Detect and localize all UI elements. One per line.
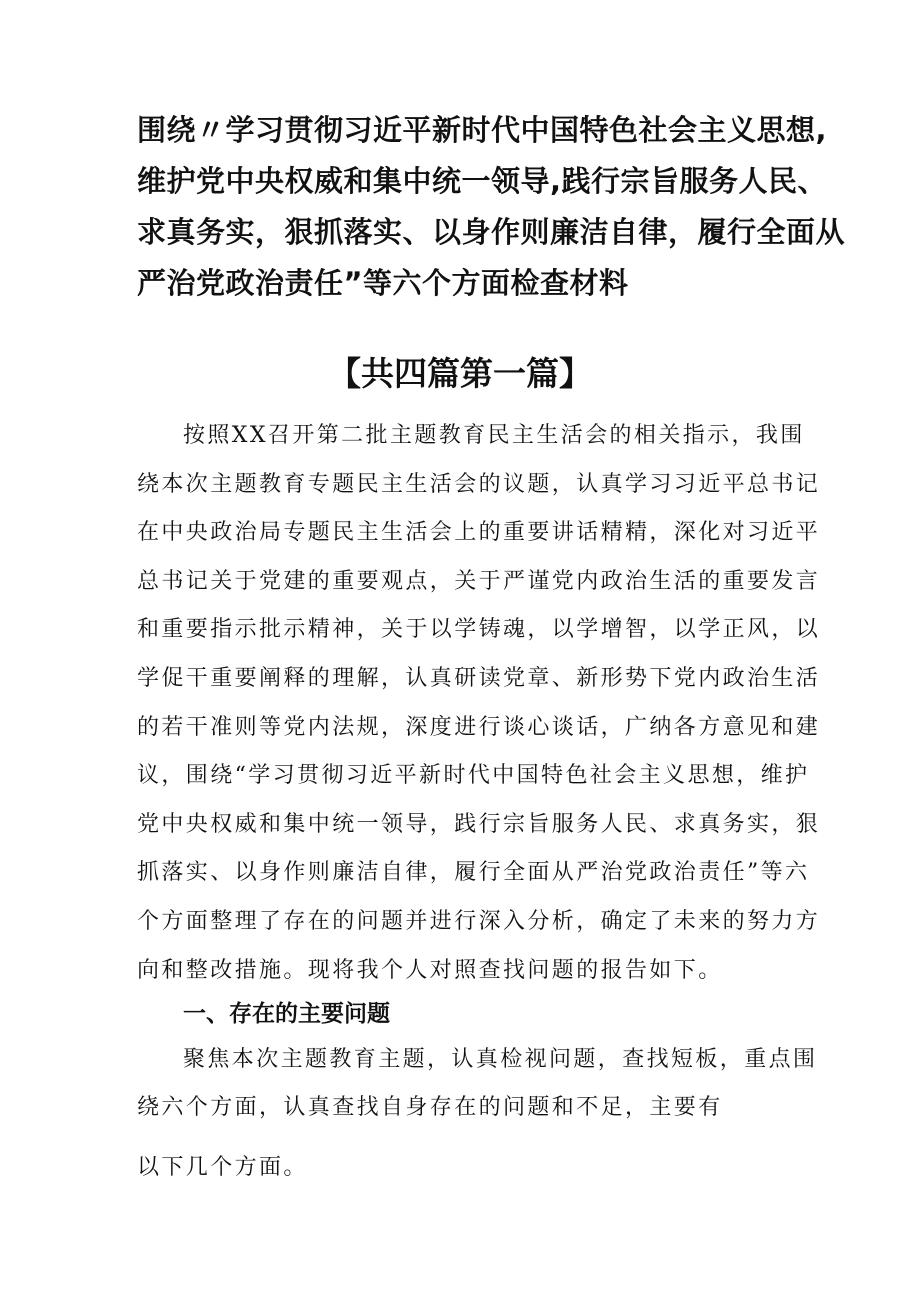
title-line: 严治党政治责任”等六个方面检查材料 (137, 266, 629, 300)
document-title (137, 105, 846, 309)
paragraph-line: 绕六个方面，认真查找自身存在的问题和不足，主要有 (137, 1095, 723, 1120)
paragraph-line: 在中央政治局专题民主生活会上的重要讲话精精，深化对习近平 (137, 520, 821, 546)
title-line: 围绕〃学习贯彻习近平新时代中国特色社会主义思想, (137, 113, 828, 147)
second-paragraph (137, 1036, 818, 1192)
title-line: 维护党中央权威和集中统一领导,践行宗旨服务人民、 (137, 164, 828, 198)
paragraph-line: 个方面整理了存在的问题并进行深入分析，确定了未来的努力方 (137, 908, 821, 934)
paragraph-line: 聚焦本次主题教育主题，认真检视问题，查找短板，重点围 (183, 1047, 818, 1072)
paragraph-line: 绕本次主题教育专题民主生活会的议题，认真学习习近平总书记 (137, 471, 821, 497)
title-line: 求真务实，狠抓落实、以身作则廉洁自律，履行全面从 (137, 215, 846, 249)
paragraph-line: 党中央权威和集中统一领导，践行宗旨服务人民、求真务实，狠 (137, 811, 821, 837)
subheading-main-problems: 一、存在的主要问题 (183, 1001, 390, 1027)
section-heading: 【共四篇第一篇】 (328, 354, 592, 393)
paragraph-line: 议，围绕“学习贯彻习近平新时代中国特色社会主义思想，维护 (137, 763, 810, 789)
paragraph-line: 的若干准则等党内法规，深度进行谈心谈话，广纳各方意见和建 (137, 714, 821, 740)
paragraph-line: 总书记关于党建的重要观点，关于严谨党内政治生活的重要发言 (137, 568, 821, 594)
paragraph-line: 学促干重要阐释的理解，认真研读党章、新形势下党内政治生活 (137, 665, 821, 691)
intro-paragraph (137, 412, 821, 995)
paragraph-line: 向和整改措施。现将我个人对照查找问题的报告如下。 (137, 957, 723, 983)
paragraph-line: 按照XX召开第二批主题教育民主生活会的相关指示，我围 (183, 423, 805, 448)
paragraph-line: 和重要指示批示精神，关于以学铸魂，以学增智，以学正风，以 (137, 617, 821, 643)
paragraph-line: 抓落实、以身作则廉洁自律，履行全面从严治党政治责任”等六 (137, 860, 810, 886)
paragraph-line: 以下几个方面。 (137, 1155, 308, 1180)
